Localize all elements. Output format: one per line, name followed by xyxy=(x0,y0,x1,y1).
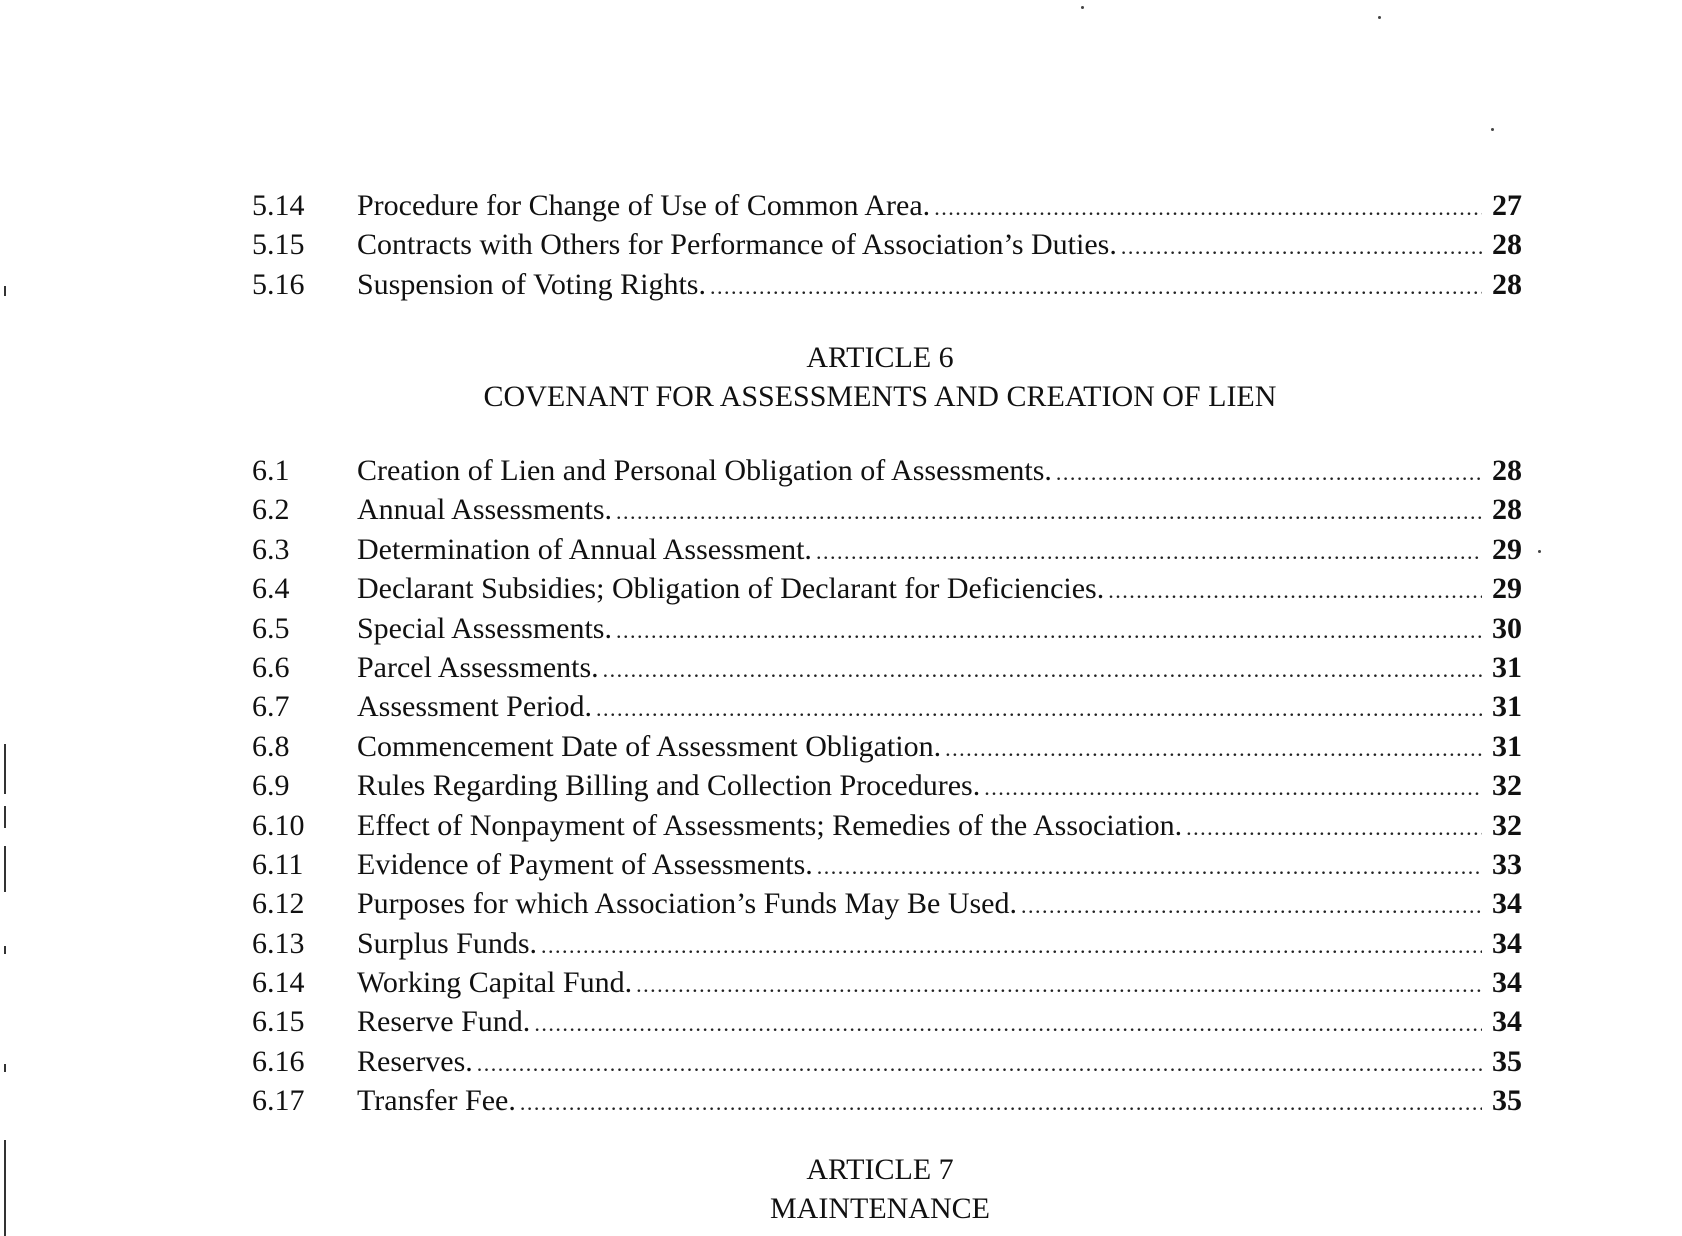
toc-entry-title: Reserve Fund. xyxy=(357,1005,531,1039)
scan-margin-mark xyxy=(4,286,6,296)
toc-entry[interactable] xyxy=(252,569,1522,608)
toc-entry-title: Suspension of Voting Rights. xyxy=(357,267,706,301)
toc-entry-page: 33 xyxy=(1492,847,1522,881)
toc-entry-number: 6.5 xyxy=(252,611,290,645)
toc-entry-number: 5.15 xyxy=(252,228,305,262)
article-6-title: COVENANT FOR ASSESSMENTS AND CREATION OF LIEN xyxy=(483,380,1277,413)
toc-dot-leader xyxy=(934,188,1482,227)
toc-entry[interactable] xyxy=(252,1002,1522,1041)
toc-entry-page: 29 xyxy=(1492,532,1522,566)
scan-margin-mark xyxy=(4,946,6,954)
toc-entry[interactable] xyxy=(252,806,1522,845)
toc-entry-title: Assessment Period. xyxy=(357,690,592,724)
toc-entry-title: Creation of Lien and Personal Obligation of Assessments. xyxy=(357,454,1052,487)
toc-entry-number: 5.14 xyxy=(252,189,305,222)
toc-entry[interactable] xyxy=(252,530,1522,569)
toc-entry[interactable] xyxy=(252,225,1522,264)
toc-entry[interactable] xyxy=(252,265,1522,304)
toc-entry-number: 6.2 xyxy=(252,493,290,527)
toc-dot-leader xyxy=(616,611,1482,650)
toc-entry-title: Declarant Subsidies; Obligation of Declarant for Deficiencies. xyxy=(357,572,1105,606)
toc-entry-page: 34 xyxy=(1492,926,1522,960)
toc-entry-title: Evidence of Payment of Assessments. xyxy=(357,847,813,881)
toc-entry-page: 31 xyxy=(1492,650,1522,684)
toc-entry-title: Determination of Annual Assessment. xyxy=(357,532,812,566)
toc-dot-leader xyxy=(636,965,1482,1004)
toc-dot-leader xyxy=(596,689,1482,728)
toc-entry-page: 28 xyxy=(1492,454,1522,487)
toc-dot-leader xyxy=(541,926,1482,965)
toc-entry-page: 34 xyxy=(1492,887,1522,921)
scan-speck xyxy=(1491,128,1494,131)
toc-entry-page: 30 xyxy=(1492,611,1522,645)
toc-entry-number: 6.16 xyxy=(252,1044,305,1078)
toc-entry-title: Working Capital Fund. xyxy=(357,966,633,1000)
toc-entry[interactable] xyxy=(252,186,1522,225)
toc-dot-leader xyxy=(603,650,1482,689)
toc-section-5 xyxy=(252,186,1522,304)
scan-margin-mark xyxy=(4,744,6,794)
toc-dot-leader xyxy=(477,1044,1482,1083)
toc-entry-number: 6.14 xyxy=(252,966,305,1000)
toc-dot-leader xyxy=(1121,227,1482,266)
scan-margin-mark xyxy=(4,806,6,828)
toc-entry[interactable] xyxy=(252,884,1522,923)
toc-dot-leader xyxy=(534,1004,1482,1043)
article-7-label: ARTICLE 7 xyxy=(806,1153,954,1186)
toc-entry-title: Reserves. xyxy=(357,1044,473,1078)
toc-entry-page: 32 xyxy=(1492,769,1522,803)
toc-dot-leader xyxy=(616,492,1482,531)
toc-entry-page: 28 xyxy=(1492,228,1522,262)
toc-entry-number: 6.15 xyxy=(252,1005,305,1039)
toc-entry[interactable] xyxy=(252,963,1522,1002)
toc-entry-number: 6.13 xyxy=(252,926,305,960)
scan-speck xyxy=(1538,550,1541,553)
toc-entry-title: Purposes for which Association’s Funds May Be Used. xyxy=(357,887,1017,921)
toc-entry[interactable] xyxy=(252,609,1522,648)
toc-entry-number: 6.7 xyxy=(252,690,290,724)
toc-entry-page: 34 xyxy=(1492,1005,1522,1039)
toc-entry[interactable] xyxy=(252,727,1522,766)
toc-entry[interactable] xyxy=(252,451,1522,490)
toc-entry[interactable] xyxy=(252,845,1522,884)
toc-entry-number: 6.8 xyxy=(252,729,290,763)
toc-entry-page: 34 xyxy=(1492,966,1522,1000)
toc-entry-page: 31 xyxy=(1492,690,1522,724)
toc-entry-number: 6.12 xyxy=(252,887,305,921)
scan-speck xyxy=(1081,6,1084,9)
toc-dot-leader xyxy=(1186,808,1482,847)
toc-entry-page: 29 xyxy=(1492,572,1522,606)
toc-entry-title: Parcel Assessments. xyxy=(357,650,599,684)
toc-entry[interactable] xyxy=(252,687,1522,726)
toc-entry-number: 6.10 xyxy=(252,808,305,842)
toc-entry-number: 6.17 xyxy=(252,1084,305,1118)
toc-dot-leader xyxy=(710,267,1482,306)
scan-speck xyxy=(1378,16,1381,19)
toc-entry-number: 5.16 xyxy=(252,267,305,301)
toc-entry[interactable] xyxy=(252,490,1522,529)
toc-entry-title: Contracts with Others for Performance of Association’s Duties. xyxy=(357,228,1117,262)
toc-entry-number: 6.9 xyxy=(252,769,290,803)
toc-entry-page: 28 xyxy=(1492,493,1522,527)
toc-entry-title: Annual Assessments. xyxy=(357,493,612,527)
toc-entry-number: 6.11 xyxy=(252,847,304,881)
toc-entry[interactable] xyxy=(252,924,1522,963)
toc-entry-title: Commencement Date of Assessment Obligation. xyxy=(357,729,942,763)
toc-entry[interactable] xyxy=(252,1042,1522,1081)
toc-entry-title: Procedure for Change of Use of Common Area. xyxy=(357,189,931,222)
toc-entry-page: 35 xyxy=(1492,1044,1522,1078)
toc-dot-leader xyxy=(984,768,1482,807)
toc-entry-number: 6.6 xyxy=(252,650,290,684)
toc-section-6 xyxy=(252,451,1522,1121)
toc-dot-leader xyxy=(817,847,1482,886)
toc-entry-page: 27 xyxy=(1492,189,1522,222)
toc-entry-page: 32 xyxy=(1492,808,1522,842)
toc-entry-page: 28 xyxy=(1492,267,1522,301)
toc-entry-number: 6.4 xyxy=(252,572,290,606)
toc-dot-leader xyxy=(816,532,1482,571)
toc-entry-title: Transfer Fee. xyxy=(357,1084,516,1118)
article-6-label: ARTICLE 6 xyxy=(806,341,954,374)
toc-entry[interactable] xyxy=(252,648,1522,687)
toc-dot-leader xyxy=(945,729,1482,768)
toc-dot-leader xyxy=(520,1083,1482,1122)
toc-entry-page: 35 xyxy=(1492,1084,1522,1118)
toc-dot-leader xyxy=(1108,571,1482,610)
toc-entry[interactable] xyxy=(252,766,1522,805)
toc-entry-title: Surplus Funds. xyxy=(357,926,538,960)
toc-entry[interactable] xyxy=(252,1081,1522,1120)
toc-entry-number: 6.1 xyxy=(252,454,290,487)
toc-entry-number: 6.3 xyxy=(252,532,290,566)
toc-entry-title: Special Assessments. xyxy=(357,611,612,645)
toc-dot-leader xyxy=(1056,453,1482,492)
toc-entry-page: 31 xyxy=(1492,729,1522,763)
toc-entry-title: Effect of Nonpayment of Assessments; Remedies of the Association. xyxy=(357,808,1183,842)
toc-entry-title: Rules Regarding Billing and Collection Procedures. xyxy=(357,769,981,803)
scan-margin-mark xyxy=(4,1064,6,1072)
scan-margin-mark xyxy=(4,846,6,892)
article-7-title: MAINTENANCE xyxy=(770,1192,990,1225)
toc-dot-leader xyxy=(1021,886,1482,925)
